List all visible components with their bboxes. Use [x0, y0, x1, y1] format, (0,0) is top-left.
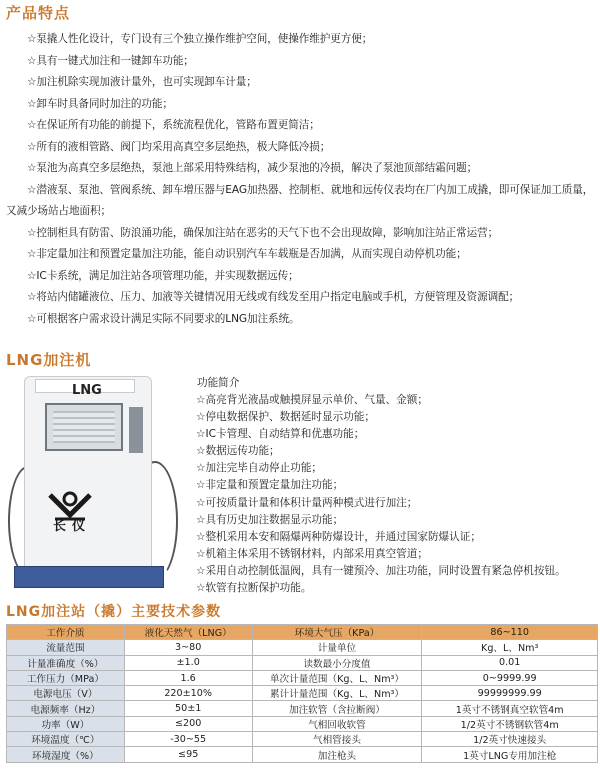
table-cell: 1.6: [124, 670, 252, 685]
table-cell: 单次计量范围（Kg、L、Nm³）: [252, 670, 422, 685]
table-cell: ±1.0: [124, 655, 252, 670]
feature-item: ☆IC卡系统，满足加注站各项管理功能，并实现数据远传；: [27, 269, 299, 282]
table-cell: ≤95: [124, 747, 252, 762]
table-row: [7, 747, 598, 762]
section-heading-features: 产品特点: [6, 4, 71, 22]
function-intro: [196, 375, 596, 597]
function-intro-title: 功能简介: [197, 377, 240, 389]
table-cell: 读数最小分度值: [252, 655, 422, 670]
table-cell: 50±1: [124, 701, 252, 716]
feature-item: ☆可根据客户需求设计满足实际不同要求的LNG加注系统。: [27, 312, 300, 325]
feature-item: ☆潜液泵、泵池、管阀系统、卸车增压器与EAG加热器、控制柜、就地和远传仪表均在厂内加工成撬，即可保证加工质量，又减少场站占地面积；: [6, 183, 594, 217]
dispenser-brand: LNG: [72, 383, 102, 398]
table-cell: 220±10%: [124, 686, 252, 701]
table-cell: 电源电压（V）: [7, 686, 125, 701]
brand-logo-text: 长仪: [53, 519, 92, 534]
dispenser-header-panel: [35, 379, 135, 398]
table-cell: 计量准确度（%）: [7, 655, 125, 670]
feature-item: ☆卸车时具备同时加注的功能；: [27, 97, 173, 110]
table-cell: 液化天然气（LNG）: [124, 625, 252, 640]
function-item: ☆数据远传功能；: [196, 445, 280, 458]
table-cell: 环境大气压（KPa）: [252, 625, 422, 640]
feature-item: ☆泵池为高真空多层绝热，泵池上部采用特殊结构，减少泵池的冷损，解决了泵池顶部结霜问题；: [27, 162, 478, 174]
section-heading-specs: LNG加注站（撬）主要技术参数: [6, 604, 222, 620]
function-item: ☆IC卡管理、自动结算和优惠功能；: [196, 428, 365, 441]
feature-item: ☆非定量加注和预置定量加注功能，能自动识别汽车车载瓶是否加满，从而实现自动停机功能；: [27, 248, 467, 260]
table-row: [7, 670, 598, 685]
function-item: ☆可按质量计量和体积计量两种模式进行加注；: [196, 496, 418, 509]
feature-item: ☆加注机除实现加液计量外，也可实现卸车计量；: [27, 76, 257, 88]
table-cell: 计量单位: [252, 640, 422, 655]
table-row: [7, 686, 598, 701]
table-cell: 1/2英寸不锈钢软管4m: [422, 716, 598, 731]
table-cell: 1英寸不锈钢真空软管4m: [422, 701, 598, 716]
table-cell: ≤200: [124, 716, 252, 731]
table-cell: 86~110: [422, 625, 598, 640]
feature-item: ☆具有一键式加注和一键卸车功能；: [27, 54, 194, 67]
table-cell: 加注枪头: [252, 747, 422, 762]
function-item: ☆加注完毕自动停止功能；: [196, 462, 323, 475]
feature-item: ☆将站内储罐液位、压力、加液等关键情况用无线或有线发至用户指定电脑或手机，方便管理及资源调配；: [27, 291, 520, 303]
table-row: [7, 640, 598, 655]
table-cell: 99999999.99: [422, 686, 598, 701]
table-cell: 气相管接头: [252, 732, 422, 747]
table-cell: 气相回收软管: [252, 716, 422, 731]
function-item: ☆整机采用本安和隔爆两种防爆设计，并通过国家防爆认证；: [196, 530, 481, 543]
feature-item: ☆控制柜具有防雷、防浪涌功能，确保加注站在恶劣的天气下也不会出现故障，影响加注站正常运营；: [27, 226, 499, 239]
function-item: ☆非定量和预置定量加注功能；: [196, 479, 344, 492]
table-cell: 功率（W）: [7, 716, 125, 731]
dispenser-base: [14, 566, 164, 588]
table-row: [7, 655, 598, 670]
table-row: [7, 732, 598, 747]
table-cell: 环境温度（℃）: [7, 732, 125, 747]
table-cell: 1/2英寸快速接头: [422, 732, 598, 747]
function-item: ☆具有历史加注数据显示功能；: [196, 513, 344, 526]
feature-item: ☆所有的液相管路、阀门均采用高真空多层绝热，极大降低冷损；: [27, 140, 331, 153]
table-cell: 工作压力（MPa）: [7, 670, 125, 685]
table-cell: 0.01: [422, 655, 598, 670]
dispenser-display: [45, 403, 123, 451]
dispenser-image: [14, 371, 186, 591]
table-row: [7, 625, 598, 640]
table-cell: -30~55: [124, 732, 252, 747]
feature-item: ☆泵撬人性化设计，专门设有三个独立操作维护空间，使操作维护更方便；: [27, 33, 373, 45]
table-cell: 流量范围: [7, 640, 125, 655]
dispenser-cabinet: [24, 376, 152, 576]
function-item: ☆高亮背光液晶或触摸屏显示单价、气量、金额；: [196, 394, 428, 406]
feature-list: [6, 29, 598, 330]
dispenser-keypad: [129, 407, 143, 453]
table-cell: 工作介质: [7, 625, 125, 640]
spec-table: [6, 624, 598, 763]
table-cell: 1英寸LNG专用加注枪: [422, 747, 598, 762]
table-cell: 环境湿度（%）: [7, 747, 125, 762]
table-cell: Kg、L、Nm³: [422, 640, 598, 655]
table-cell: 0~9999.99: [422, 670, 598, 685]
table-row: [7, 701, 598, 716]
feature-item: ☆在保证所有功能的前提下，系统流程优化，管路布置更简洁；: [27, 119, 320, 131]
section-heading-dispenser: LNG加注机: [6, 351, 92, 369]
function-item: ☆机箱主体采用不锈钢材料，内部采用真空管道；: [196, 547, 428, 560]
function-item: ☆软管有拉断保护功能。: [196, 582, 312, 595]
function-item: ☆停电数据保护、数据延时显示功能；: [196, 411, 375, 424]
table-cell: 3~80: [124, 640, 252, 655]
table-cell: 累计计量范围（Kg、L、Nm³）: [252, 686, 422, 701]
table-cell: 电源频率（Hz）: [7, 701, 125, 716]
table-row: [7, 716, 598, 731]
table-cell: 加注软管（含拉断阀）: [252, 701, 422, 716]
function-item: ☆采用自动控制低温阀，具有一键预冷、加注功能，同时设置有紧急停机按钮。: [196, 564, 566, 577]
